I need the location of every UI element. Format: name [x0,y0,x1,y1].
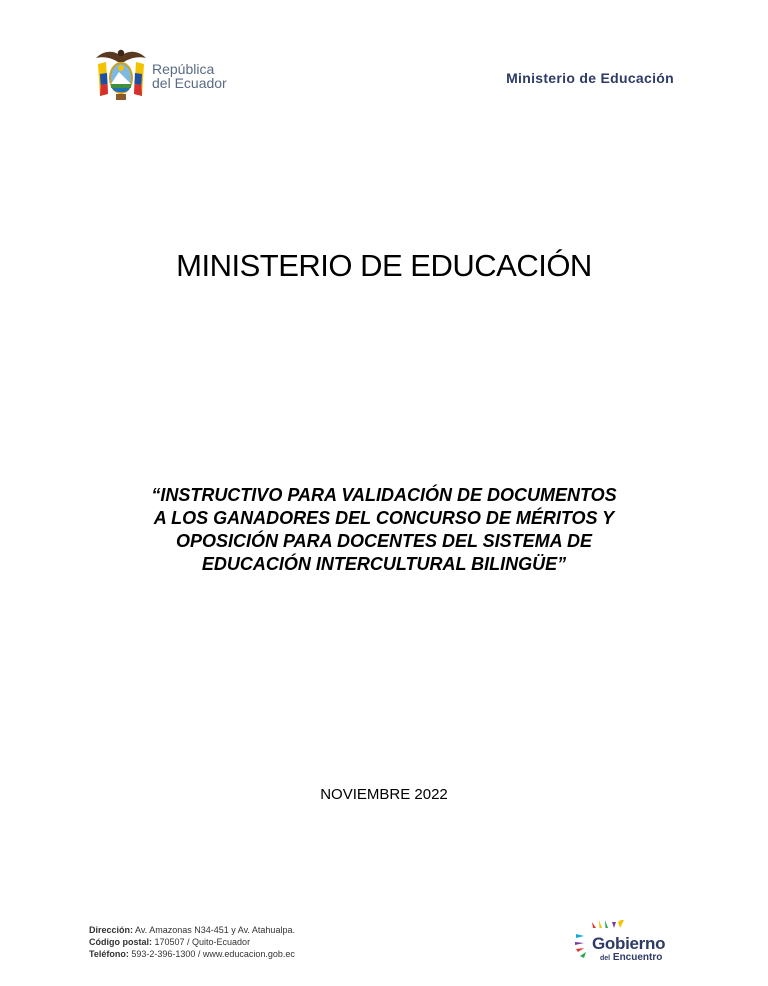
gobierno-encuentro-logo [592,935,665,964]
republica-line1: República [152,61,215,77]
subtitle-line: “INSTRUCTIVO PARA VALIDACIÓN DE DOCUMENTOS [151,485,617,505]
gobierno-del-text: del [600,955,611,962]
footer-postal [89,936,295,948]
footer-address [89,924,295,936]
subtitle-line: EDUCACIÓN INTERCULTURAL BILINGÜE” [201,554,567,574]
footer-contact [89,924,295,960]
document-subtitle [120,484,648,576]
gobierno-sub-text [600,952,665,964]
footer-phone [89,948,295,960]
subtitle-line: A LOS GANADORES DEL CONCURSO DE MÉRITOS Y [153,508,615,528]
subtitle-line: OPOSICIÓN PARA DOCENTES DEL SISTEMA DE [175,531,593,551]
direccion-label: Dirección: [89,925,134,935]
republica-text [152,62,227,90]
postal-value: 170507 / Quito-Ecuador [152,937,251,947]
page-title: MINISTERIO DE EDUCACIÓN [176,248,592,283]
document-date: NOVIEMBRE 2022 [320,786,448,803]
telefono-label: Teléfono: [89,949,129,959]
republica-line2: del Ecuador [152,75,227,91]
gobierno-main-text: Gobierno [592,934,666,953]
ministerio-header: Ministerio de Educación [506,70,674,86]
telefono-value: 593-2-396-1300 / www.educacion.gob.ec [128,949,295,959]
gobierno-encuentro-text: Encuentro [612,952,663,963]
republica-logo [94,44,227,104]
ecuador-coat-of-arms-icon [94,44,148,104]
postal-label: Código postal: [89,937,152,947]
direccion-value: Av. Amazonas N34-451 y Av. Atahualpa. [133,925,295,935]
